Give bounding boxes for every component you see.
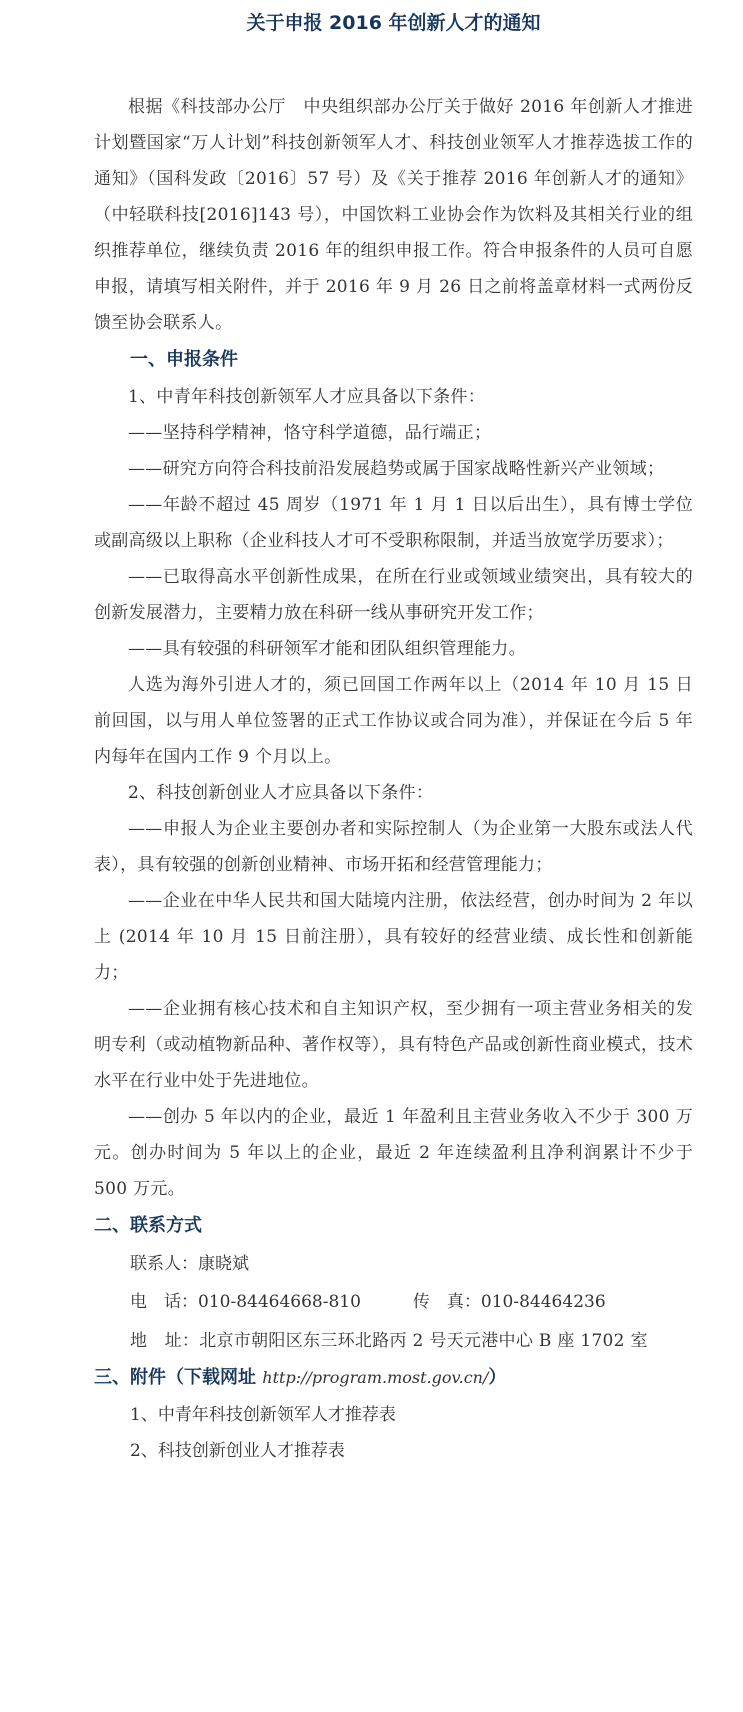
requirement-point: ——申报人为企业主要创办者和实际控制人（为企业第一大股东或法人代表），具有较强的创新创业精神、市场开拓和经营管理能力； [94, 819, 693, 875]
contact-phone-fax-row [94, 1283, 693, 1321]
attachment-item: 1、中青年科技创新领军人才推荐表 [130, 1405, 396, 1425]
contact-phone: 电 话：010-84464668-810 [130, 1292, 361, 1312]
intro-paragraph: 根据《科技部办公厅 中央组织部办公厅关于做好 2016 年创新人才推进计划暨国家“万人计划”科技创新领军人才、科技创业领军人才推荐选拔工作的通知》（国科发政〔2016〕57 号）及《关于推荐 2016 年创新人才的通知》（中轻联科技[2016]143 号），中国饮料工业协会作为饮料及其相关行业的组织推荐单位，继续负责 2016 年的组织申报工作。符合申报条件的人员可自愿申报，请填写相关附件，并于 2016 年 9 月 26 日之前将盖章材料一式两份反馈至协会联系人。 [94, 97, 693, 333]
requirement-point: ——坚持科学精神，恪守科学道德，品行端正； [128, 423, 492, 443]
requirement-item-2-title: 2、科技创新创业人才应具备以下条件： [128, 783, 434, 803]
requirement-point: ——已取得高水平创新性成果，在所在行业或领域业绩突出，具有较大的创新发展潜力，主要精力放在科研一线从事研究开发工作； [94, 567, 693, 623]
attachments-heading-suffix: ） [488, 1367, 507, 1388]
requirement-point: ——研究方向符合科技前沿发展趋势或属于国家战略性新兴产业领域； [128, 459, 665, 479]
section-heading-contact: 二、联系方式 [94, 1215, 202, 1236]
notice-body [94, 89, 693, 1469]
requirement-item-1-title: 1、中青年科技创新领军人才应具备以下条件： [128, 387, 486, 407]
download-url-link[interactable]: http://program.most.gov.cn/ [262, 1368, 489, 1387]
overseas-talent-note: 人选为海外引进人才的，须已回国工作两年以上（2014 年 10 月 15 日前回国，以与用人单位签署的正式工作协议或合同为准），并保证在今后 5 年内每年在国内工作 9 个月以上。 [94, 675, 693, 767]
contact-person: 联系人：康晓斌 [130, 1254, 249, 1274]
contact-address: 地 址：北京市朝阳区东三环北路丙 2 号天元港中心 B 座 1702 室 [130, 1331, 648, 1351]
requirement-point: ——创办 5 年以内的企业，最近 1 年盈利且主营业务收入不少于 300 万元。创办时间为 5 年以上的企业，最近 2 年连续盈利且净利润累计不少于 500 万元。 [94, 1107, 693, 1199]
page-title: 关于申报 2016 年创新人才的通知 [246, 12, 541, 34]
section-heading-requirements: 一、申报条件 [130, 349, 238, 370]
requirement-point: ——企业在中华人民共和国大陆境内注册，依法经营，创办时间为 2 年以上 (2014 年 10 月 15 日前注册），具有较好的经营业绩、成长性和创新能力； [94, 891, 693, 983]
requirement-point: ——具有较强的科研领军才能和团队组织管理能力。 [128, 639, 526, 659]
requirement-point: ——年龄不超过 45 周岁（1971 年 1 月 1 日以后出生），具有博士学位或副高级以上职称（企业科技人才可不受职称限制，并适当放宽学历要求）； [94, 495, 693, 551]
requirement-point: ——企业拥有核心技术和自主知识产权，至少拥有一项主营业务相关的发明专利（或动植物新品种、著作权等），具有特色产品或创新性商业模式，技术水平在行业中处于先进地位。 [94, 999, 693, 1091]
attachment-item: 2、科技创新创业人才推荐表 [130, 1441, 345, 1461]
attachments-heading-prefix: 三、附件（下载网址 [94, 1367, 256, 1388]
contact-fax: 传 真：010-84464236 [412, 1292, 606, 1312]
section-heading-attachments [94, 1359, 693, 1397]
